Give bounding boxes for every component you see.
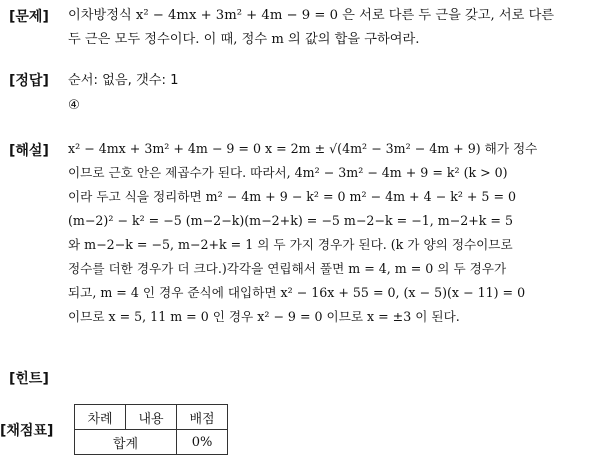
solution-line-8: 이므로 x = 5, 11 m = 0 인 경우 x² − 9 = 0 이므로 x = ±3 이 된다. (68, 309, 460, 324)
scoring-header-content: 내용 (126, 405, 177, 430)
answer-block (68, 68, 178, 118)
solution-line-3: 이라 두고 식을 정리하면 m² − 4m + 9 − k² = 0 m² − 4m + 4 − k² + 5 = 0 (68, 189, 517, 204)
scoring-total-row (75, 430, 228, 455)
solution-line-6: 정수를 더한 경우가 더 크다.)각각을 연립해서 풀면 m = 4, m = 0 의 두 경우가 (68, 261, 507, 276)
solution-line-7: 되고, m = 4 인 경우 준식에 대입하면 x² − 16x + 55 = 0, (x − 5)(x − 11) = 0 (68, 285, 526, 300)
hint-label: [힌트] (9, 371, 49, 387)
scoring-total-label: 합계 (75, 430, 177, 455)
answer-text: 순서: 없음, 갯수: 1 (68, 73, 179, 88)
scoring-header-points: 배점 (177, 405, 228, 430)
answer-choice: ④ (68, 98, 80, 113)
scoring-total-value: 0% (177, 430, 228, 455)
solution-label: [해설] (9, 143, 49, 159)
answer-label: [정답] (9, 73, 49, 89)
solution-line-2: 이므로 근호 안은 제곱수가 된다. 따라서, 4m² − 3m² − 4m + 9 = k² (k > 0) (68, 165, 508, 180)
scoring-header-row (75, 405, 228, 430)
scoring-header-order: 차례 (75, 405, 126, 430)
problem-text (68, 4, 554, 52)
scoring-table (74, 404, 228, 455)
problem-line-2: 두 근은 모두 정수이다. 이 때, 정수 m 의 값의 합을 구하여라. (68, 32, 420, 47)
solution-line-4: (m−2)² − k² = −5 (m−2−k)(m−2+k) = −5 m−2−k = −1, m−2+k = 5 (68, 213, 513, 228)
scoring-label: [채점표] (0, 423, 54, 439)
problem-line-1: 이차방정식 x² − 4mx + 3m² + 4m − 9 = 0 은 서로 다른 두 근을 갖고, 서로 다른 (68, 8, 555, 23)
problem-label: [문제] (9, 9, 49, 25)
solution-line-1: x² − 4mx + 3m² + 4m − 9 = 0 x = 2m ± √(4m² − 3m² − 4m + 9) 해가 정수 (68, 141, 538, 156)
solution-line-5: 와 m−2−k = −5, m−2+k = 1 의 두 가지 경우가 된다. (k 가 양의 정수이므로 (68, 237, 513, 252)
solution-text (68, 137, 537, 329)
